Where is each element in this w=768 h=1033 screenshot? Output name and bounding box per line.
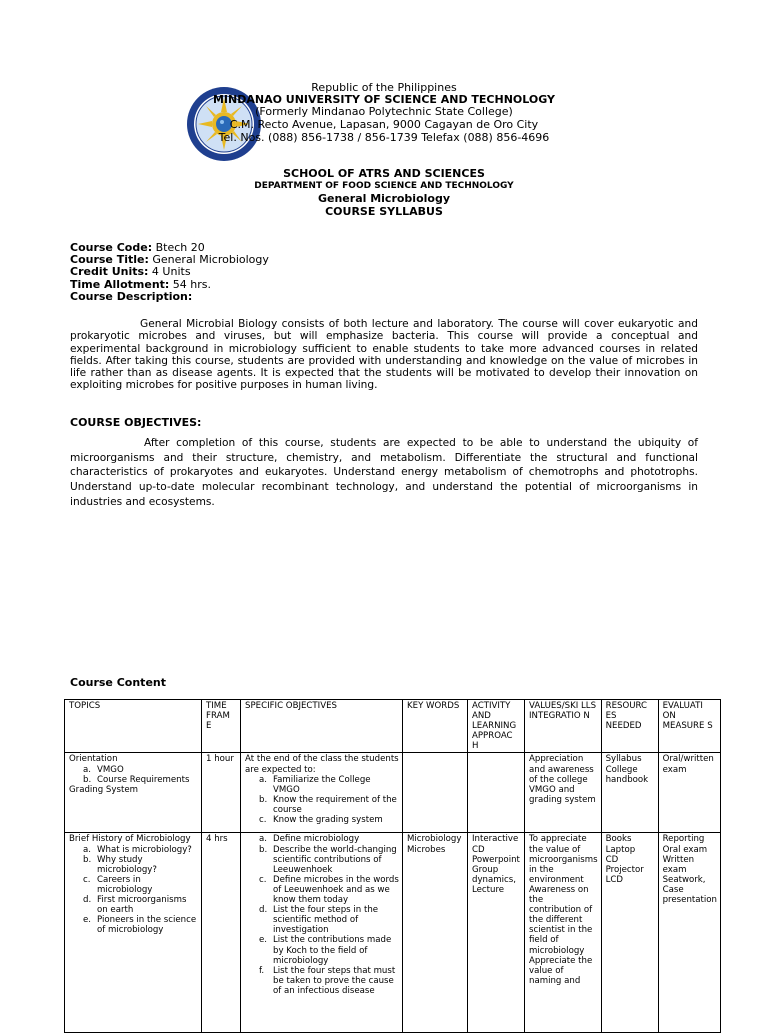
course-content-title: Course Content (70, 676, 166, 689)
subject-title: General Microbiology (317, 192, 451, 205)
objectives-cell (241, 833, 403, 1033)
list-item: e. Pioneers in the science of microbiology (83, 915, 197, 936)
list-item: c. Know the grading system (259, 815, 383, 826)
list-item: d. List the four steps in the scientific method of investigation (259, 905, 379, 936)
list-item: a. Familiarize the College VMGO (259, 774, 371, 795)
list-item: a. Define microbiology (259, 834, 360, 845)
list-item: e. List the contributions made by Koch to the field of microbiology (259, 935, 392, 966)
topic-title: Brief History of Microbiology (69, 834, 191, 845)
header-activity: ACTIVITY AND LEARNING APPROAC H (468, 700, 525, 753)
university-name: MINDANAO UNIVERSITY OF SCIENCE AND TECHNOLOGY (212, 93, 555, 106)
list-item: c. Define microbes in the words of Leeuwenhoek and as we know them today (259, 874, 399, 906)
course-code-label: Course Code: (70, 241, 153, 254)
formerly-line: (Formerly Mindanao Polytechnic State College) (255, 105, 513, 118)
telephone-line: Tel. Nos. (088) 856-1738 / 856-1739 Telefax (088) 856-4696 (218, 131, 550, 144)
course-title-label: Course Title: (70, 253, 149, 267)
topic-tail: Grading System (69, 784, 138, 795)
list-item: b. Know the requirement of the course (259, 794, 397, 815)
keywords-cell (403, 753, 468, 833)
values-cell: Appreciation and awareness of the college VMGO and grading system (525, 753, 602, 833)
objectives-cell (241, 753, 403, 833)
activity-cell: Interactive CD Powerpoint Group dynamics, Lecture (468, 833, 525, 1033)
keywords-cell: Microbiology Microbes (403, 833, 468, 1033)
list-item: f. List the four steps that must be taken to prove the cause of an infectious disease (259, 965, 396, 996)
list-item: b. Describe the world-changing scientific contributions of Leeuwenhoek (259, 844, 397, 875)
resources-cell: Books Laptop CD Projector LCD (601, 833, 658, 1033)
credit-units: 4 Units (148, 265, 191, 279)
address-line: C.M. Recto Avenue, Lapasan, 9000 Cagayan de Oro City (229, 118, 539, 131)
time-cell: 4 hrs (202, 833, 241, 1033)
header-time-frame: TIME FRAM E (202, 700, 241, 753)
values-cell: To appreciate the value of microorganisms in the environment Awareness on the contribution of the different scientist in the field of microbiology Appreciate the value of naming and (525, 833, 602, 1033)
table-row (65, 753, 721, 833)
evaluation-cell: Reporting Oral exam Written exam Seatwork, Case presentation (658, 833, 720, 1033)
topic-cell (65, 753, 202, 833)
header-resources: RESOURC ES NEEDED (601, 700, 658, 753)
list-item: d. First microorganisms on earth (83, 895, 187, 916)
activity-cell (468, 753, 525, 833)
list-item: c. Careers in microbiology (83, 874, 153, 895)
time-allotment: 54 hrs. (169, 277, 212, 291)
course-content-table (64, 699, 721, 1033)
objectives-text: After completion of this course, students are expected to be able to understand the ubiquity of microorganisms and their structure, chemistry, and metabolism. Differentiate the structural and functional characteristics of prokaryotes and eukaryotes. Understand energy metabolism of chemotrophs and phototrophs. Understand up-to-date molecular recombinant technology, and understand the potential of microorganisms in industries and ecosystems. (70, 437, 698, 508)
header-evaluation: EVALUATI ON MEASURE S (658, 700, 720, 753)
course-description-label: Course Description: (70, 289, 193, 303)
list-item: b. Why study microbiology? (83, 854, 157, 875)
course-description-text: General Microbial Biology consists of both lecture and laboratory. The course will cover eukaryotic and prokaryotic microbes and viruses, but will emphasize bacteria. This course will provide a conceptual and experimental background in microbiology sufficient to enable students to take more advanced courses in related fields. After taking this course, students are provided with understanding and knowledge on the value of microbes in life rather than as disease agents. It is expected that the students will be motivated to develop their innovation on exploiting microbes for positive purposes in human living. (70, 318, 698, 392)
list-item: b. Course Requirements (83, 774, 190, 785)
time-allotment-label: Time Allotment: (70, 277, 170, 291)
course-info (70, 242, 269, 303)
republic-line: Republic of the Philippines (311, 81, 457, 94)
header-topics: TOPICS (65, 700, 202, 753)
school-name: SCHOOL OF ATRS AND SCIENCES (283, 167, 485, 180)
course-title: General Microbiology (148, 253, 269, 267)
course-code: Btech 20 (152, 241, 205, 254)
objectives-title: COURSE OBJECTIVES: (70, 416, 202, 429)
list-item: a. What is microbiology? (83, 844, 192, 855)
table-row (65, 833, 721, 1033)
document-type: COURSE SYLLABUS (325, 205, 443, 218)
header-key-words: KEY WORDS (403, 700, 468, 753)
topic-cell (65, 833, 202, 1033)
time-cell: 1 hour (202, 753, 241, 833)
topic-title: Orientation (69, 754, 118, 765)
evaluation-cell: Oral/written exam (658, 753, 720, 833)
table-header-row (65, 700, 721, 753)
header-specific-objectives: SPECIFIC OBJECTIVES (241, 700, 403, 753)
credit-units-label: Credit Units: (70, 265, 149, 279)
list-item: a. VMGO (83, 764, 124, 775)
objectives-intro: At the end of the class the students are expected to: (245, 754, 399, 775)
department-name: DEPARTMENT OF FOOD SCIENCE AND TECHNOLOGY (254, 181, 514, 191)
header-values: VALUES/SKI LLS INTEGRATIO N (525, 700, 602, 753)
resources-cell: Syllabus College handbook (601, 753, 658, 833)
